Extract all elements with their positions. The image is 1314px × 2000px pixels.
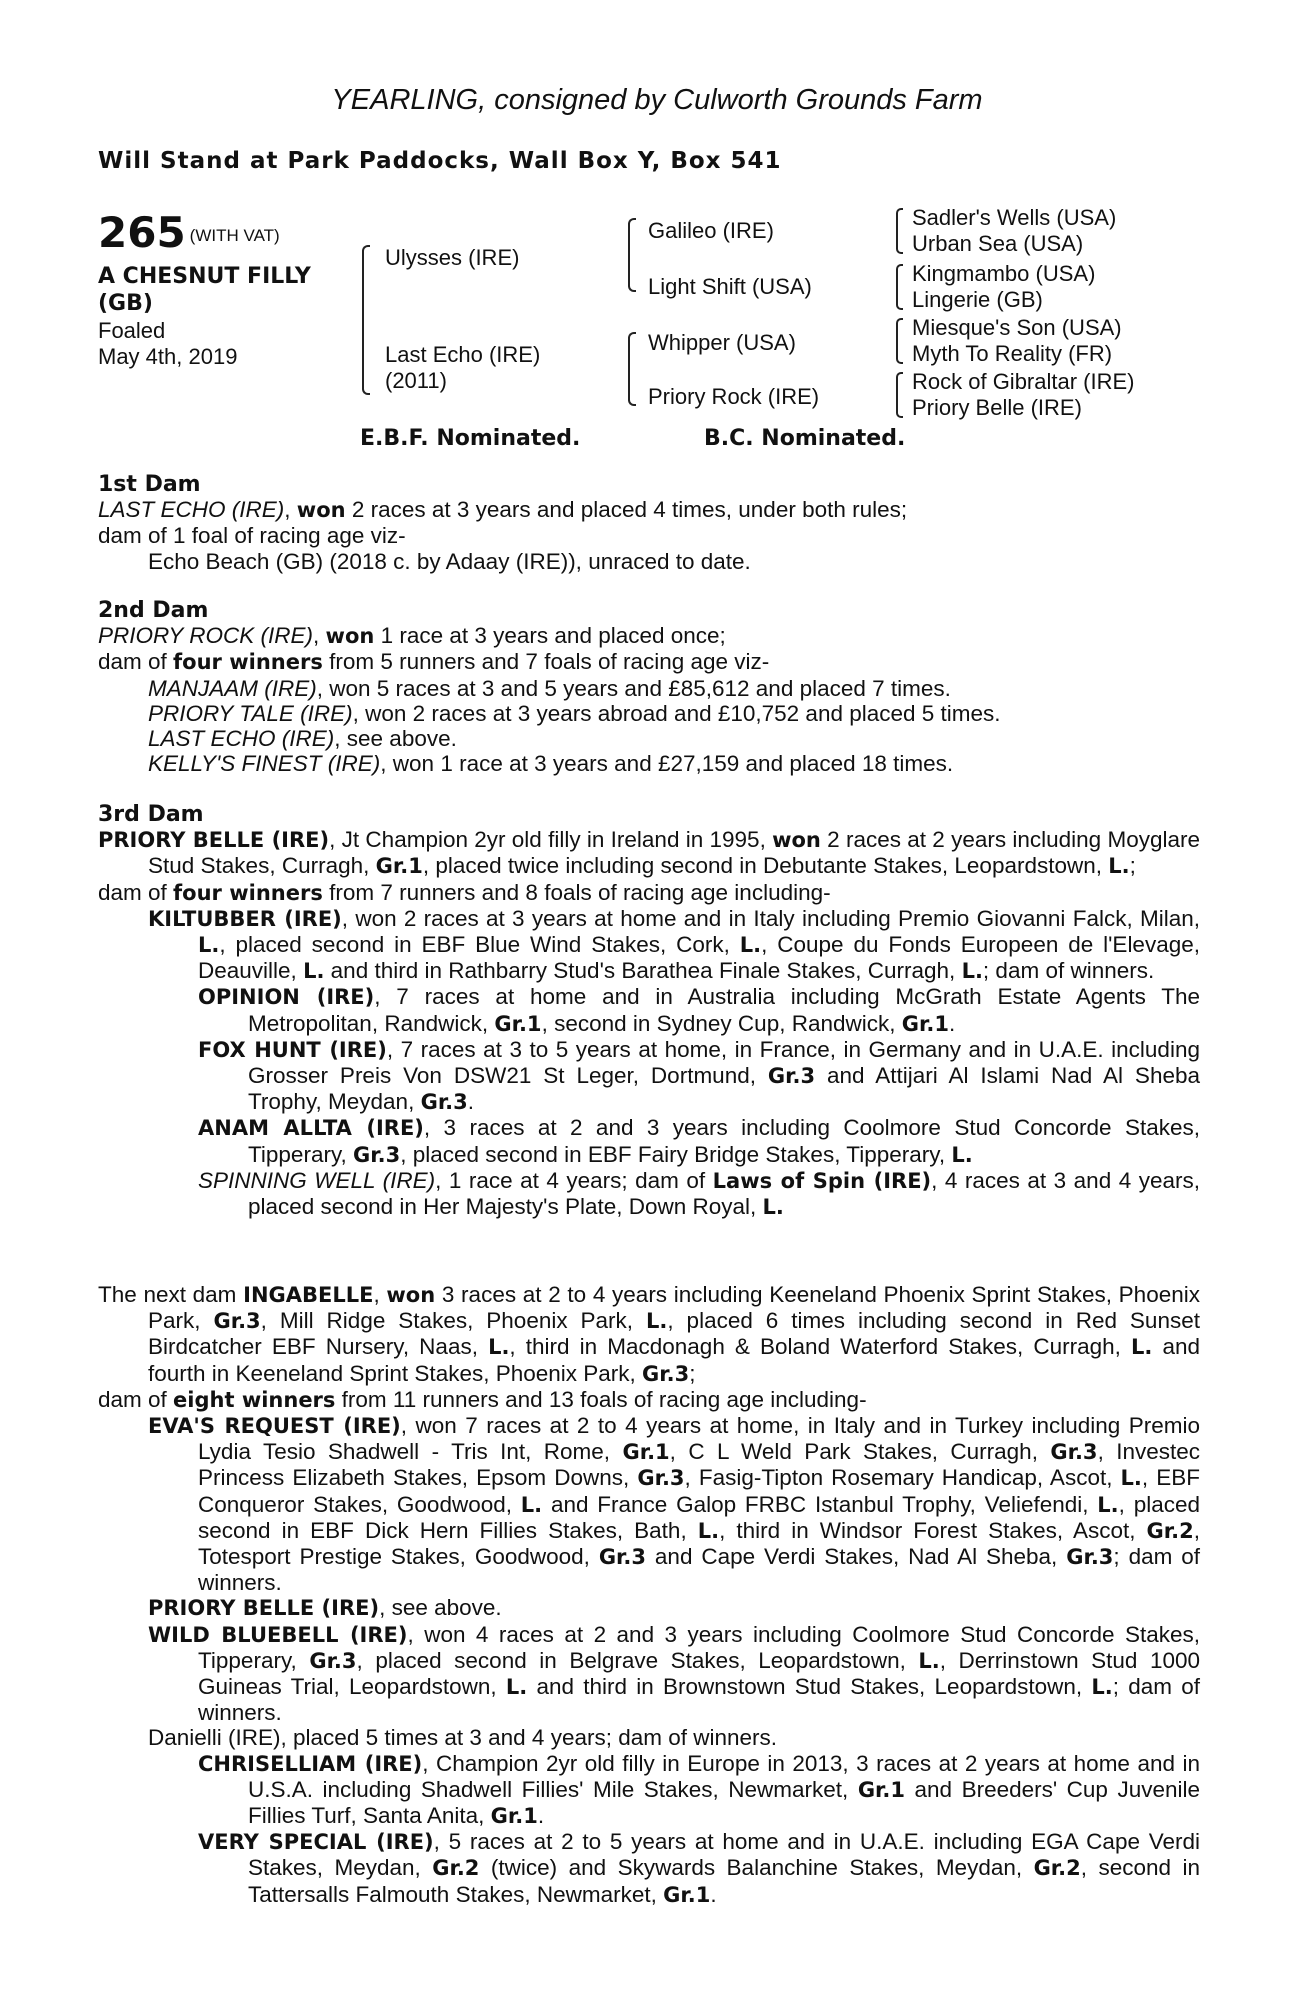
grade-label: L.	[918, 1648, 940, 1673]
produce-entry	[98, 984, 1200, 1036]
grade-label: Gr.1	[494, 1011, 542, 1036]
horse-name: LAST ECHO (IRE)	[98, 497, 285, 523]
grade-label: Gr.3	[598, 1545, 647, 1570]
grade-label: L.	[646, 1309, 668, 1334]
bold-text: Laws of Spin (IRE)	[712, 1168, 932, 1193]
grade-label: Gr.1	[857, 1777, 906, 1802]
grade-label: Gr.1	[490, 1804, 538, 1829]
lot-description	[98, 263, 311, 317]
record-text: , Jt Champion 2yr old filly in Ireland in 1995,	[329, 827, 773, 853]
pedigree-dam-year: (2011)	[385, 368, 447, 393]
record-text: , placed twice including second in Debutante Stakes, Leopardstown,	[422, 853, 1109, 879]
produce-entry	[98, 906, 1200, 985]
grade-label: L.	[1091, 1675, 1113, 1700]
grade-label: L.	[1097, 1492, 1119, 1517]
dam-record	[98, 1282, 1200, 1387]
record-text: from 7 runners and 8 foals of racing age including-	[322, 879, 831, 905]
produce-entry	[98, 676, 1200, 701]
record-text: , placed second in Belgrave Stakes, Leopardstown,	[356, 1647, 919, 1673]
record-text: .	[710, 1881, 717, 1907]
produce-entry	[98, 751, 1200, 776]
ebf-nominated: E.B.F. Nominated.	[360, 426, 581, 451]
grade-label: L.	[951, 1142, 973, 1167]
record-text: and third in Brownstown Stud Stakes, Leopardstown,	[527, 1674, 1092, 1700]
record-text: , Coupe du Fonds Europeen de l'Elevage, Deauville,	[198, 932, 1200, 984]
dam-produce-intro	[98, 649, 1200, 675]
bold-text: four winners	[173, 650, 323, 675]
produce-entry	[98, 701, 1200, 726]
record-text: , 7 races at home and in Australia including McGrath Estate Agents The Metropolitan, Randwick,	[248, 984, 1201, 1036]
record-text: , see above.	[379, 1595, 502, 1621]
pedigree-dsd: Myth To Reality (FR)	[912, 341, 1113, 366]
grade-label: L.	[697, 1518, 720, 1543]
record-text: , 3 races at 2 and 3 years including Coolmore Stud Concorde Stakes, Tipperary,	[248, 1115, 1200, 1167]
record-text: , 4 races at 3 and 4 years, placed second in Her Majesty's Plate, Down Royal,	[248, 1167, 1200, 1220]
first-dam-section	[98, 472, 1200, 574]
grade-label: Gr.3	[309, 1648, 357, 1673]
record-text: .	[948, 1010, 956, 1036]
record-text: , won 2 races at 3 years at home and in Italy including Premio Giovanni Falck, Milan,	[341, 905, 1201, 931]
record-text: 2 races at 3 years and placed 4 times, under both rules;	[345, 497, 908, 523]
pedigree-sss: Sadler's Wells (USA)	[912, 205, 1117, 230]
record-text: and fourth in Keeneland Sprint Stakes, Phoenix Park,	[148, 1334, 1200, 1386]
record-text: .	[467, 1089, 475, 1115]
record-text: , placed second in EBF Fairy Bridge Stakes, Tipperary,	[400, 1141, 952, 1167]
pedigree-dam-dam: Priory Rock (IRE)	[648, 384, 820, 409]
grade-label: Gr.3	[767, 1064, 816, 1089]
record-text: , placed 6 times including second in Red Sunset Birdcatcher EBF Nursery, Naas,	[148, 1308, 1200, 1360]
dam-record: LAST ECHO (IRE), won 2 races at 3 years and placed 4 times, under both rules;	[98, 497, 908, 523]
grade-label: Gr.3	[1050, 1440, 1098, 1465]
grade-label: L.	[303, 959, 325, 984]
record-text: , placed second in EBF Blue Wind Stakes, Cork,	[219, 932, 740, 958]
record-text: , Champion 2yr old filly in Europe in 2013, 3 races at 2 years at home and in U.S.A. including Shadwell Fillies' Mile Stakes, Newmarket,	[248, 1750, 1200, 1802]
bold-text: won	[386, 1283, 436, 1307]
record-text: dam of	[98, 1386, 174, 1412]
grade-label: Gr.2	[1146, 1518, 1194, 1543]
record-text: , third in Macdonagh & Boland Waterford Stakes, Curragh,	[509, 1334, 1131, 1360]
bold-text: four winners	[173, 880, 323, 905]
record-text: and France Galop FRBC Istanbul Trophy, Veliefendi,	[542, 1491, 1098, 1517]
pedigree-brace	[628, 332, 636, 406]
record-text: , EBF Conqueror Stakes, Goodwood,	[198, 1465, 1200, 1517]
produce-entry: Danielli (IRE), placed 5 times at 3 and 4 years; dam of winners.	[148, 1725, 778, 1751]
record-text: and Cape Verdi Stakes, Nad Al Sheba,	[646, 1544, 1067, 1570]
bold-text: won	[296, 498, 346, 523]
record-text: ;	[1129, 853, 1136, 879]
horse-name: CHRISELLIAM (IRE)	[198, 1751, 423, 1776]
grade-label: L.	[505, 1675, 528, 1700]
grade-label: Gr.3	[213, 1309, 261, 1334]
record-text: , won 4 races at 2 and 3 years including Coolmore Stud Concorde Stakes, Tipperary,	[198, 1621, 1200, 1673]
record-text: from 5 runners and 7 foals of racing age viz-	[322, 649, 770, 675]
pedigree-brace	[896, 372, 903, 418]
record-text: , Investec Princess Elizabeth Stakes, Epsom Downs,	[198, 1439, 1201, 1491]
grade-label: L.	[961, 959, 983, 984]
grade-label: Gr.3	[353, 1142, 401, 1167]
record-text: The next dam	[98, 1282, 244, 1307]
grade-label: L.	[1131, 1335, 1153, 1360]
section-heading: 1st Dam	[98, 472, 201, 497]
grade-label: Gr.3	[1066, 1545, 1114, 1570]
record-text: from 11 runners and 13 foals of racing age including-	[335, 1386, 867, 1412]
pedigree-brace	[896, 264, 903, 310]
record-text: ;	[689, 1360, 696, 1386]
horse-name: PRIORY TALE (IRE)	[148, 700, 353, 726]
vat-note: (WITH VAT)	[189, 226, 280, 245]
pedigree-dss: Miesque's Son (USA)	[912, 315, 1122, 340]
horse-name: OPINION (IRE)	[198, 985, 375, 1010]
pedigree-sire: Ulysses (IRE)	[385, 245, 520, 270]
record-text: , placed second in EBF Dick Hern Fillies Stakes, Bath,	[198, 1491, 1200, 1543]
produce-entry	[98, 1115, 1200, 1167]
pedigree-dds: Rock of Gibraltar (IRE)	[912, 369, 1135, 394]
record-text: dam of	[98, 649, 174, 675]
record-text: .	[537, 1803, 545, 1829]
grade-label: Gr.1	[901, 1011, 949, 1036]
record-text: and Breeders' Cup Juvenile Fillies Turf, Santa Anita,	[248, 1776, 1201, 1829]
record-text: (twice) and Skywards Balanchine Stakes, Meydan,	[479, 1855, 1034, 1881]
grade-label: L.	[1108, 854, 1130, 879]
grade-label: Gr.1	[663, 1882, 711, 1907]
horse-name: SPINNING WELL (IRE)	[198, 1167, 436, 1193]
record-text: dam of	[98, 879, 174, 905]
dam-record	[98, 827, 1200, 879]
foaled-label: Foaled	[98, 318, 166, 343]
pedigree-ddd: Priory Belle (IRE)	[912, 395, 1082, 420]
record-text: , Mill Ridge Stakes, Phoenix Park,	[260, 1308, 646, 1334]
record-text: , won 1 race at 3 years and £27,159 and placed 18 times.	[380, 751, 954, 777]
bold-text: won	[325, 624, 375, 649]
record-text: , third in Windsor Forest Stakes, Ascot,	[719, 1517, 1147, 1543]
grade-label: Gr.1	[622, 1440, 670, 1465]
record-text: ; dam of winners.	[982, 958, 1155, 984]
bc-nominated: B.C. Nominated.	[704, 426, 906, 451]
pedigree-brace	[896, 208, 903, 254]
produce-entry	[98, 1037, 1200, 1116]
foaled-date: May 4th, 2019	[98, 344, 238, 369]
pedigree-brace	[896, 318, 903, 364]
consignment-line: YEARLING, consigned by Culworth Grounds Farm	[331, 84, 983, 116]
record-text: and Attijari Al Islami Nad Al Sheba Trophy, Meydan,	[248, 1063, 1200, 1115]
pedigree-sds: Kingmambo (USA)	[912, 261, 1096, 286]
pedigree-ssd: Urban Sea (USA)	[912, 231, 1084, 256]
horse-name: PRIORY BELLE (IRE)	[98, 828, 330, 853]
next-dam-section	[98, 1282, 1200, 1908]
dam-record: PRIORY ROCK (IRE), won 1 race at 3 years and placed once;	[98, 623, 726, 649]
foaled-info	[98, 318, 237, 370]
grade-label: L.	[488, 1335, 510, 1360]
produce-entry: Echo Beach (GB) (2018 c. by Adaay (IRE)), unraced to date.	[148, 548, 751, 574]
record-text: , 5 races at 2 to 5 years at home and in U.A.E. including EGA Cape Verdi Stakes, Meydan,	[248, 1829, 1200, 1881]
dam-produce-intro	[98, 880, 1200, 906]
pedigree-sdd: Lingerie (GB)	[912, 287, 1043, 312]
record-text: ,	[373, 1282, 387, 1307]
produce-entry	[98, 1622, 1200, 1726]
record-text: ; dam of winners.	[198, 1544, 1201, 1596]
lot-description-line: A CHESNUT FILLY	[98, 264, 311, 289]
pedigree-dam-sire: Whipper (USA)	[648, 330, 796, 355]
horse-name: FOX HUNT (IRE)	[198, 1037, 387, 1062]
section-heading: 2nd Dam	[98, 598, 209, 623]
grade-label: L.	[739, 933, 762, 958]
third-dam-section	[98, 802, 1200, 1220]
pedigree-sire-sire: Galileo (IRE)	[648, 218, 774, 243]
pedigree-sire-dam: Light Shift (USA)	[648, 274, 812, 299]
record-text: , Derrinstown Stud 1000 Guineas Trial, Leopardstown,	[198, 1647, 1200, 1700]
produce-entry	[98, 1829, 1200, 1908]
dam-produce-intro: dam of 1 foal of racing age viz-	[98, 523, 406, 549]
record-text: 3 races at 2 to 4 years including Keeneland Phoenix Sprint Stakes, Phoenix Park,	[148, 1282, 1200, 1334]
produce-entry	[98, 1168, 1200, 1220]
pedigree-brace	[628, 218, 636, 292]
record-text: , 7 races at 3 to 5 years at home, in France, in Germany and in U.A.E. including Grosser Preis Von DSW21 St Leger, Dortmund,	[248, 1036, 1200, 1089]
horse-name: MANJAAM (IRE)	[148, 675, 317, 701]
pedigree-dam: Last Echo (IRE)	[385, 342, 541, 367]
horse-name: PRIORY BELLE (IRE)	[148, 1596, 380, 1621]
record-text: , won 7 races at 2 to 4 years at home, in Italy and in Turkey including Premio Lydia Tesio Shadwell - Tris Int, Rome,	[198, 1413, 1200, 1465]
grade-label: Gr.3	[642, 1361, 690, 1386]
dam-produce-intro	[98, 1387, 1200, 1413]
produce-entry	[98, 1413, 1200, 1595]
stand-location: Will Stand at Park Paddocks, Wall Box Y, Box 541	[98, 148, 782, 174]
horse-name: VERY SPECIAL (IRE)	[198, 1830, 434, 1855]
grade-label: L.	[762, 1195, 784, 1220]
bold-text: won	[772, 828, 821, 853]
horse-name: EVA'S REQUEST (IRE)	[148, 1414, 401, 1439]
horse-name: ANAM ALLTA (IRE)	[198, 1116, 424, 1141]
record-text: ; dam of winners.	[198, 1674, 1200, 1726]
produce-entry	[98, 1751, 1200, 1830]
grade-label: Gr.3	[637, 1466, 685, 1491]
grade-label: L.	[198, 933, 220, 958]
pedigree-brace	[362, 245, 370, 395]
grade-label: L.	[520, 1492, 543, 1517]
record-text: , Totesport Prestige Stakes, Goodwood,	[198, 1517, 1200, 1570]
record-text: , C L Weld Park Stakes, Curragh,	[669, 1439, 1051, 1465]
grade-label: Gr.3	[420, 1090, 468, 1115]
record-text: , see above.	[334, 726, 457, 752]
horse-name: WILD BLUEBELL (IRE)	[148, 1622, 408, 1647]
horse-name: INGABELLE	[243, 1283, 374, 1307]
record-text: 2 races at 2 years including Moyglare Stud Stakes, Curragh,	[148, 827, 1201, 879]
horse-name: PRIORY ROCK (IRE)	[98, 623, 314, 649]
lot-number: 265	[98, 208, 186, 257]
record-text: , 1 race at 4 years; dam of	[435, 1167, 713, 1193]
lot-description-line: (GB)	[98, 291, 153, 316]
record-text: , second in Tattersalls Falmouth Stakes, Newmarket,	[248, 1855, 1200, 1907]
section-heading: 3rd Dam	[98, 802, 204, 827]
record-text: , won 5 races at 3 and 5 years and £85,612 and placed 7 times.	[316, 675, 951, 701]
record-text: , Fasig-Tipton Rosemary Handicap, Ascot,	[684, 1465, 1121, 1491]
record-text: 1 race at 3 years and placed once;	[374, 623, 726, 649]
grade-label: Gr.2	[1033, 1856, 1081, 1881]
lot-number-block	[98, 208, 280, 257]
produce-entry	[98, 726, 1200, 751]
grade-label: Gr.1	[375, 854, 423, 879]
record-text: , second in Sydney Cup, Randwick,	[541, 1010, 902, 1036]
produce-entry	[98, 1595, 1200, 1621]
second-dam-section	[98, 598, 1200, 776]
grade-label: L.	[1120, 1466, 1142, 1491]
horse-name: LAST ECHO (IRE)	[148, 726, 335, 752]
horse-name: KILTUBBER (IRE)	[148, 906, 342, 931]
record-text: , won 2 races at 3 years abroad and £10,752 and placed 5 times.	[352, 700, 1001, 726]
record-text: and third in Rathbarry Stud's Barathea Finale Stakes, Curragh,	[324, 958, 962, 984]
horse-name: KELLY'S FINEST (IRE)	[148, 751, 381, 777]
bold-text: eight winners	[173, 1387, 336, 1412]
grade-label: Gr.2	[432, 1856, 480, 1881]
